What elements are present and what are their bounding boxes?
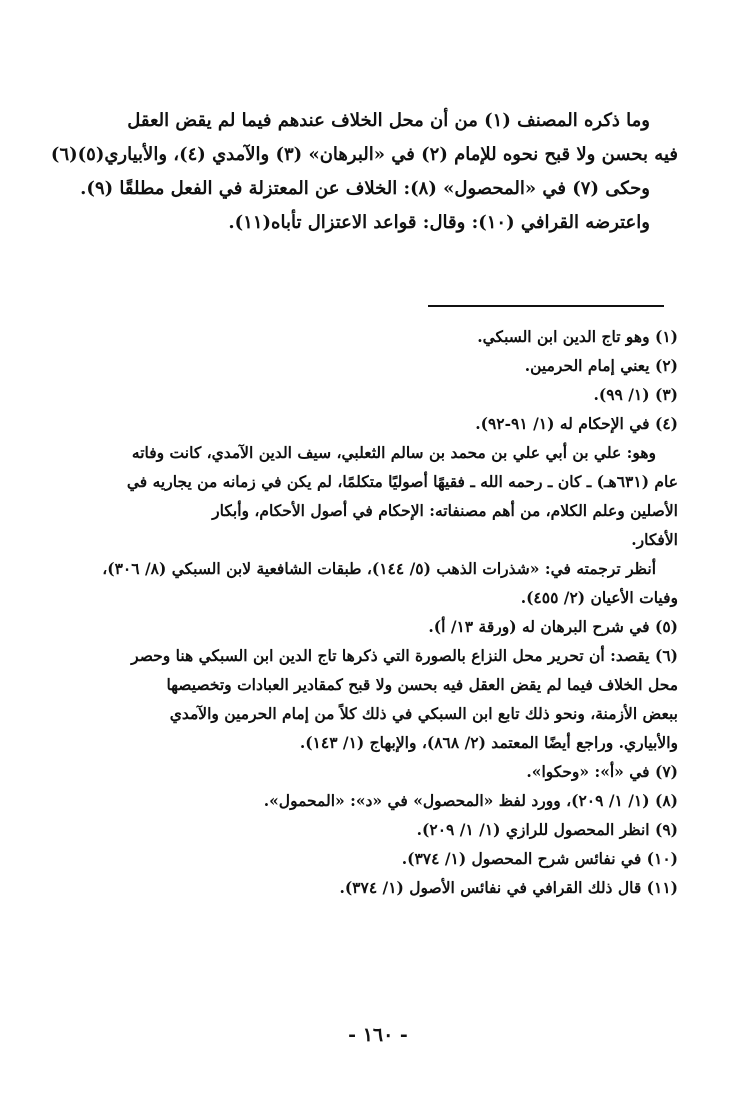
footnote-4-bio-line-4: الأفكار. (631, 530, 678, 549)
footnote-6-line-1: (٦) يقصد: أن تحرير محل النزاع بالصورة التي ذكرها تاج الدين ابن السبكي هنا وحصر (131, 646, 678, 665)
footnote-4-refs-line-2: وفيات الأعيان (٢/ ٤٥٥). (520, 588, 678, 607)
footnote-4-bio-line-2: عام (٦٣١هـ) ـ كان ـ رحمه الله ـ فقيهًا أصوليًا متكلمًا، لم يكن في زمانه من يجاريه في (126, 472, 678, 491)
footnote-1: (١) وهو تاج الدين ابن السبكي. (477, 327, 678, 346)
main-line-4: واعترضه القرافي (١٠): وقال: قواعد الاعتزال تأباه(١١). (228, 212, 650, 233)
main-line-2: فيه بحسن ولا قبح نحوه للإمام (٢) في «البرهان» (٣) والآمدي (٤)، والأبياري(٥)(٦) (50, 144, 678, 165)
footnote-9: (٩) انظر المحصول للرازي (١/ ١/ ٢٠٩). (416, 820, 678, 839)
footnote-4: (٤) في الإحكام له (١/ ٩١-٩٢). (475, 414, 678, 433)
footnote-10: (١٠) في نفائس شرح المحصول (١/ ٣٧٤). (401, 849, 678, 868)
footnote-7: (٧) في «أ»: «وحكوا». (526, 762, 678, 781)
footnote-6-line-2: محل الخلاف فيما لم يقض العقل فيه بحسن ولا قبح كمقادير العبادات وتخصيصها (166, 675, 678, 694)
footnote-4-bio-line-1: وهو: علي بن أبي علي بن محمد بن سالم الثعلبي، سيف الدين الآمدي، كانت وفاته (131, 443, 656, 462)
main-text (50, 104, 678, 240)
page-number: - ١٦٠ - (348, 1024, 408, 1046)
footnotes (76, 322, 678, 902)
footnote-5: (٥) في شرح البرهان له (ورقة ١٣/ أ). (428, 617, 678, 636)
footnote-2: (٢) يعني إمام الحرمين. (524, 356, 678, 375)
main-line-1: وما ذكره المصنف (١) من أن محل الخلاف عندهم فيما لم يقض العقل (127, 110, 650, 131)
footnote-8: (٨) (١/ ١/ ٢٠٩)، وورد لفظ «المحصول» في «د»: «المحمول». (263, 791, 678, 810)
footnote-6-line-3: ببعض الأزمنة، ونحو ذلك تابع ابن السبكي في ذلك كلاً من إمام الحرمين والآمدي (169, 704, 678, 723)
footnote-4-refs-line-1: أنظر ترجمته في: «شذرات الذهب (٥/ ١٤٤)، طبقات الشافعية لابن السبكي (٨/ ٣٠٦)، (102, 559, 656, 578)
footnote-6-line-4: والأبياري. وراجع أيضًا المعتمد (٢/ ٨٦٨)، والإبهاج (١/ ١٤٣). (299, 733, 678, 752)
footnote-3: (٣) (١/ ٩٩). (593, 385, 678, 404)
footnote-separator (428, 305, 664, 307)
footnote-11: (١١) قال ذلك القرافي في نفائس الأصول (١/ ٣٧٤). (339, 878, 678, 897)
main-line-3: وحكى (٧) في «المحصول» (٨): الخلاف عن المعتزلة في الفعل مطلقًا (٩). (80, 178, 650, 199)
footnote-4-bio-line-3: الأصلين وعلم الكلام، من أهم مصنفاته: الإحكام في أصول الأحكام، وأبكار (212, 501, 678, 520)
